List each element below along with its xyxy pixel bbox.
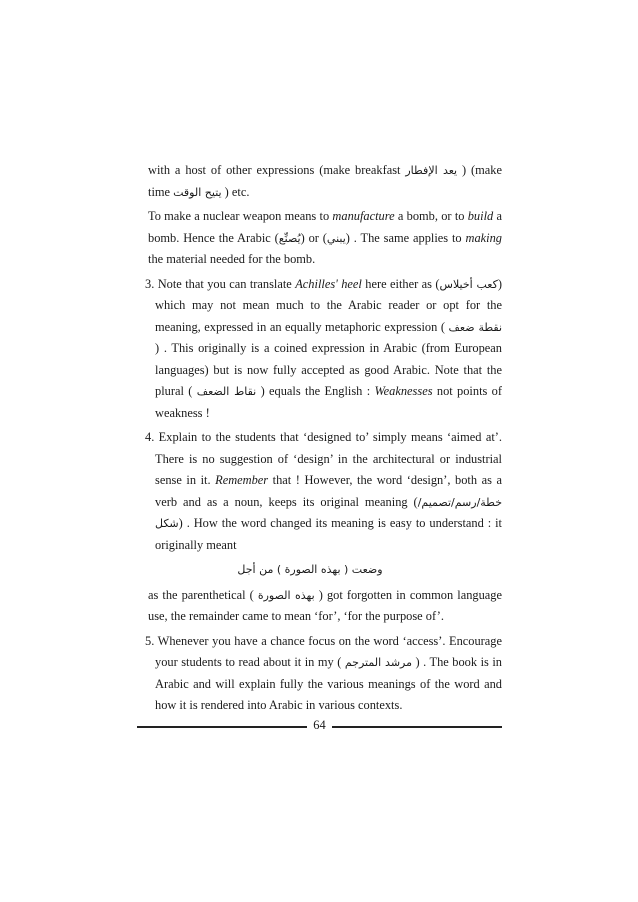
text-run: that ! However, the word ‘design’, both as a verb and as a noun, keeps its original meaning ( xyxy=(155,473,502,509)
paragraph-p4ar xyxy=(145,559,502,581)
text-run: 4. Explain to the students that ‘designed to’ simply means ‘aimed at’. There is no suggestion of ‘design’ in the architectural or industrial sense in it. xyxy=(145,430,502,487)
text-run: with a host of other expressions (make breakfast xyxy=(148,163,406,177)
italic-term: making xyxy=(465,230,502,245)
arabic-term: نقاط الضعف xyxy=(196,385,257,398)
arabic-term: يعد الإفطار xyxy=(405,164,458,177)
italic-term: manufacture xyxy=(332,209,395,223)
text-run: ) which may not mean much to the Arabic reader or opt for the meaning, expressed in an equally metaphoric expression ( xyxy=(155,276,502,334)
text-run: ) equals the English : xyxy=(256,384,375,398)
italic-term: Achilles' heel xyxy=(295,276,362,291)
text-run: ) . The same applies to xyxy=(345,230,466,245)
paragraph-p1 xyxy=(145,160,502,203)
text-run: ) (make time xyxy=(148,163,503,199)
text-run: a bomb. Hence the Arabic ( xyxy=(148,209,502,245)
text-run: here either as ( xyxy=(361,276,440,291)
text-run: To make a nuclear weapon means to xyxy=(148,209,333,223)
text-run: ) . How the word changed its meaning is easy to understand : it originally meant xyxy=(155,516,502,552)
footer-rule-right xyxy=(332,726,502,728)
text-run: ) . The book is in Arabic and will explain fully the various meanings of the word and how it is rendered into Arabic in various contexts. xyxy=(155,655,502,712)
text-run: not points of weakness ! xyxy=(155,384,502,420)
text-run: ) got forgotten in common language use, the remainder came to mean ‘for’, ‘for the purpose of’. xyxy=(148,587,502,623)
text-run: ) etc. xyxy=(221,184,250,199)
page-body xyxy=(145,160,502,717)
text-run: the material needed for the bomb. xyxy=(148,252,316,266)
italic-term: build xyxy=(467,209,494,223)
arabic-term: يتيح الوقت xyxy=(173,185,222,199)
text-run: 5. Whenever you have a chance focus on the word ‘access’. Encourage your students to read about it in my ( xyxy=(145,633,502,669)
text-run: as the parenthetical ( xyxy=(148,587,258,602)
text-run: 3. Note that you can translate xyxy=(145,276,296,291)
arabic-term: وضعت ( بهذه الصورة ) من أجل xyxy=(237,563,383,576)
arabic-term: كعب أخيلاس xyxy=(439,277,498,291)
arabic-term: خطة/رسم/تصميم/شكل xyxy=(155,495,502,530)
italic-term: Remember xyxy=(215,473,269,487)
paragraph-p4 xyxy=(145,427,502,556)
arabic-term: مرشد المترجم xyxy=(344,656,412,669)
text-run: a bomb, or to xyxy=(394,209,468,223)
paragraph-p5 xyxy=(145,631,502,717)
arabic-term: نقطة ضعف xyxy=(448,320,503,334)
paragraph-p2 xyxy=(145,206,502,271)
text-run: ) . This originally is a coined expression in Arabic (from European languages) but is now fully accepted as good Arabic. Note that the plural ( xyxy=(155,341,502,398)
arabic-term: يبني xyxy=(326,231,346,245)
arabic-term: يُصنِّع xyxy=(278,231,301,245)
page-number: 64 xyxy=(313,718,326,732)
italic-term: Weaknesses xyxy=(374,384,433,398)
page-footer xyxy=(137,716,502,738)
paragraph-p4b xyxy=(145,585,502,628)
paragraph-p3 xyxy=(145,274,502,425)
arabic-term: بهذه الصورة xyxy=(257,588,315,602)
text-run: ) or ( xyxy=(300,230,327,245)
